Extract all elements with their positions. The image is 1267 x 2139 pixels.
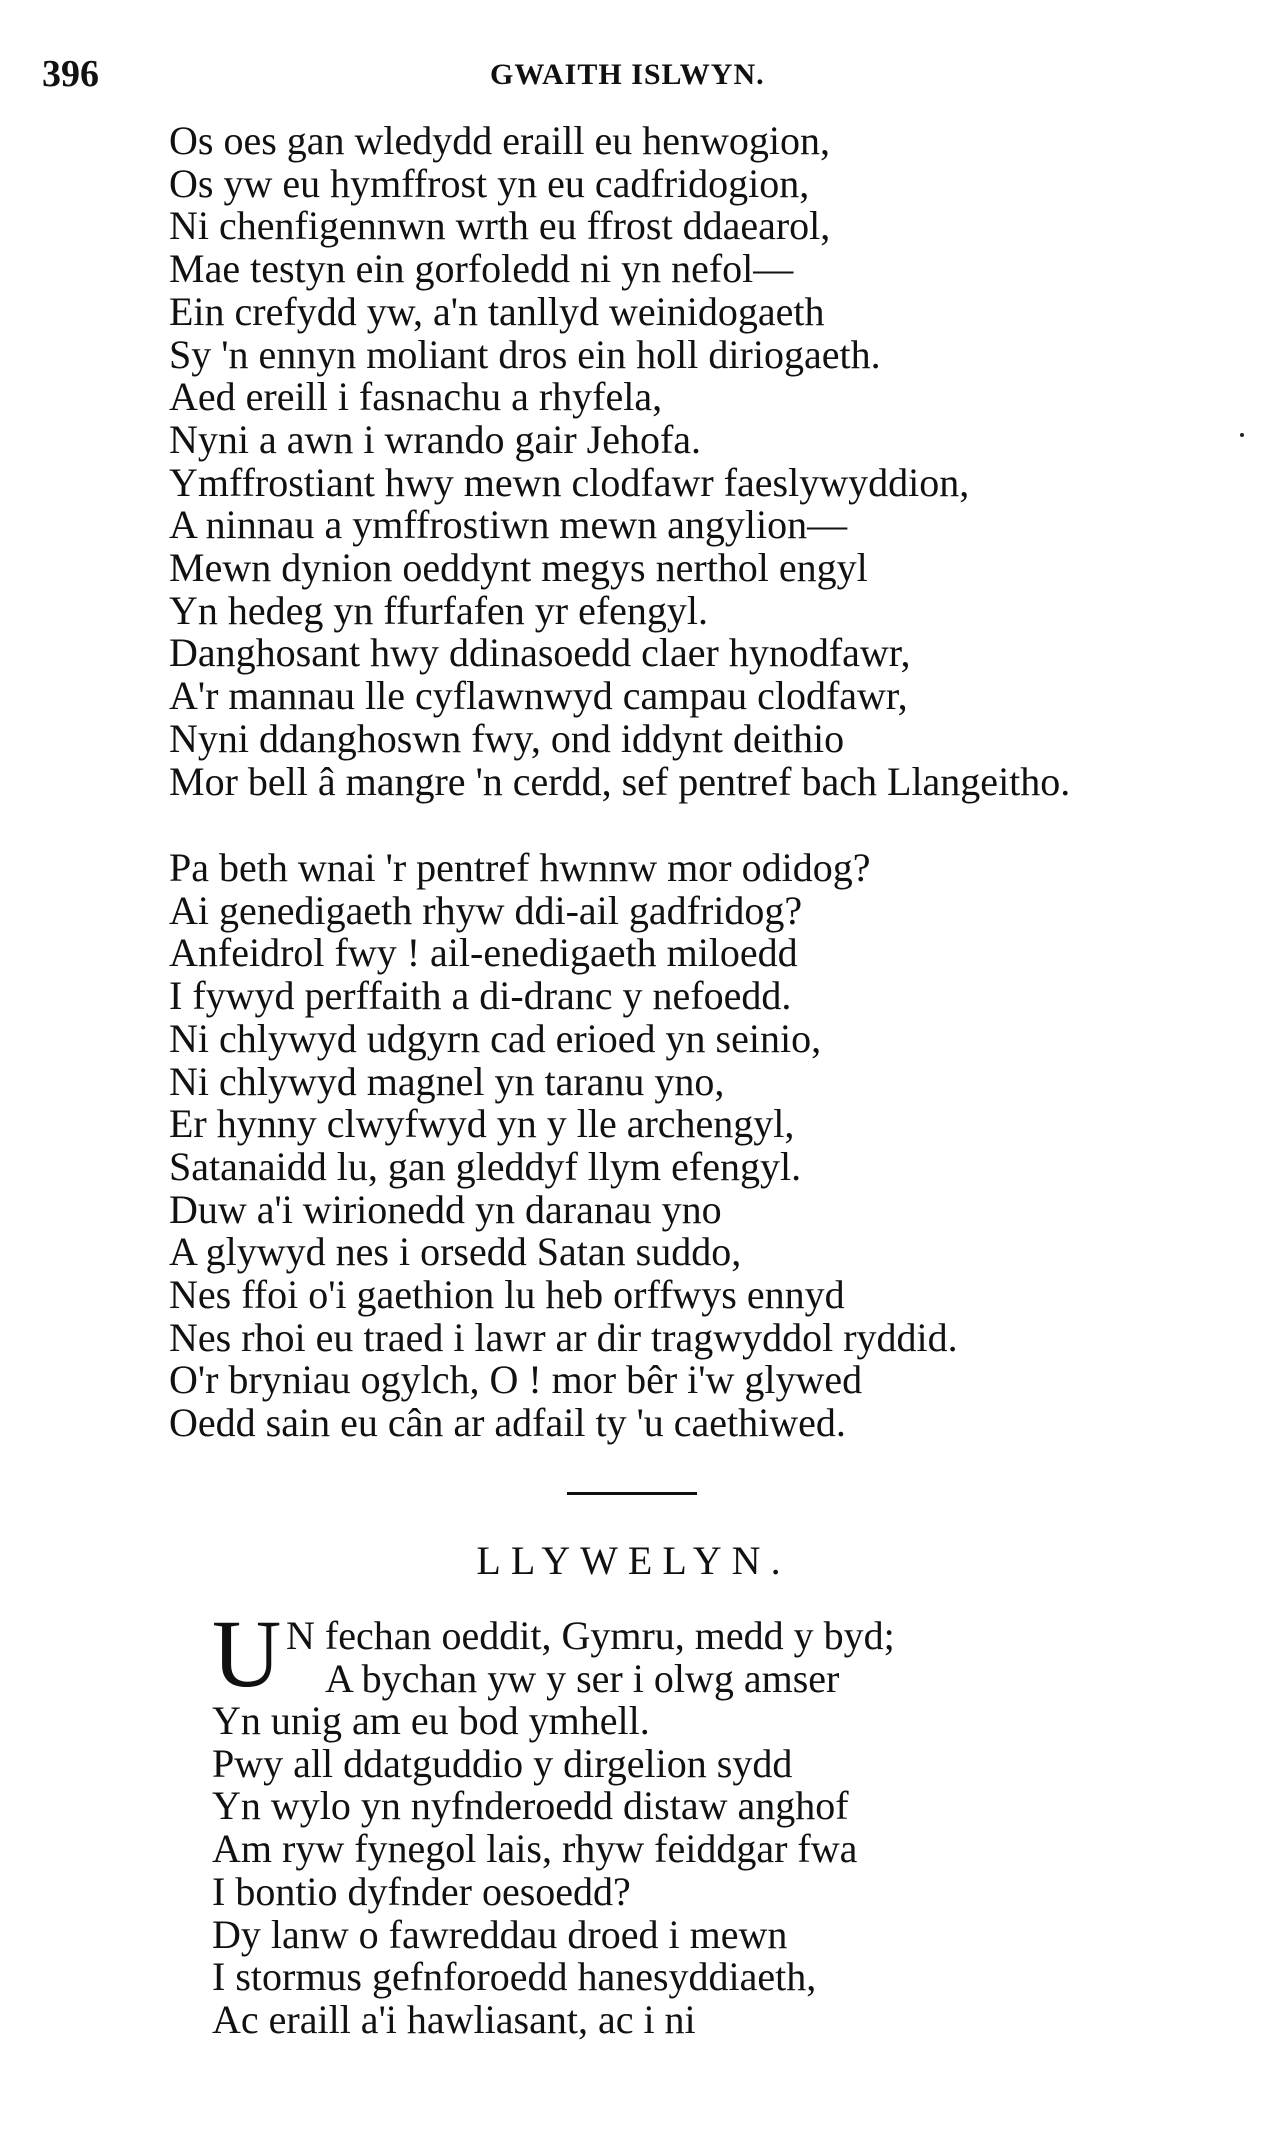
poem-line: Ymffrostiant hwy mewn clodfawr faeslywyddion, xyxy=(169,459,970,505)
poem-line: Pa beth wnai 'r pentref hwnnw mor odidog? xyxy=(169,845,871,890)
poem-line: Mor bell â mangre 'n cerdd, sef pentref bach Llangeitho. xyxy=(169,758,1071,804)
poem-line: Nyni ddanghoswn fwy, ond iddynt deithio xyxy=(169,715,845,761)
poem-line: I fywyd perffaith a di-dranc y nefoedd. xyxy=(169,973,792,1019)
poem-line: Yn hedeg yn ffurfafen yr efengyl. xyxy=(169,587,709,633)
poem-line: Nyni a awn i wrando gair Jehofa. xyxy=(169,416,702,462)
poem-line: I bontio dyfnder oesoedd? xyxy=(212,1868,631,1914)
poem-line: Nes rhoi eu traed i lawr ar dir tragwyddol ryddid. xyxy=(169,1314,958,1360)
poem-line: A ninnau a ymffrostiwn mewn angylion— xyxy=(169,502,848,548)
poem-line: Danghosant hwy ddinasoedd claer hynodfawr, xyxy=(169,630,911,676)
running-head: GWAITH ISLWYN. xyxy=(490,58,765,91)
stray-speck xyxy=(1240,433,1244,437)
poem-line: A'r mannau lle cyflawnwyd campau clodfawr, xyxy=(169,673,908,719)
poem-line: Aed ereill i fasnachu a rhyfela, xyxy=(169,374,663,420)
poem-line: Ac eraill a'i hawliasant, ac i ni xyxy=(212,1996,696,2042)
poem-line: Yn unig am eu bod ymhell. xyxy=(212,1698,650,1743)
poem-line: Satanaidd lu, gan gleddyf llym efengyl. xyxy=(169,1143,802,1189)
poem-line: Ni chenfigennwn wrth eu ffrost ddaearol, xyxy=(169,203,831,249)
poem-line: I stormus gefnforoedd hanesyddiaeth, xyxy=(212,1954,817,2000)
poem-line: Nes ffoi o'i gaethion lu heb orffwys ennyd xyxy=(169,1272,845,1318)
poem-line: Er hynny clwyfwyd yn y lle archengyl, xyxy=(169,1101,795,1147)
poem-line: Ni chlywyd udgyrn cad erioed yn seinio, xyxy=(169,1015,822,1061)
poem-line: Ai genedigaeth rhyw ddi-ail gadfridog? xyxy=(169,887,803,933)
poem-stanza-3 xyxy=(212,1700,857,2042)
poem-line: O'r bryniau ogylch, O ! mor bêr i'w glywed xyxy=(169,1357,863,1403)
poem-line: A bychan yw y ser i olwg amser xyxy=(325,1656,840,1701)
poem-line: Os oes gan wledydd eraill eu henwogion, xyxy=(169,118,830,163)
poem-line: N fechan oeddit, Gymru, medd y byd; xyxy=(286,1613,895,1658)
section-rule xyxy=(567,1492,697,1495)
poem-line: Ein crefydd yw, a'n tanllyd weinidogaeth xyxy=(169,288,825,334)
page-number: 396 xyxy=(42,53,99,95)
poem-line: Dy lanw o fawreddau droed i mewn xyxy=(212,1911,788,1957)
poem-line: A glywyd nes i orsedd Satan suddo, xyxy=(169,1229,742,1275)
poem-line: Anfeidrol fwy ! ail-enedigaeth miloedd xyxy=(169,930,798,976)
poem-stanza-1 xyxy=(169,120,1070,803)
poem-line: Duw a'i wirionedd yn daranau yno xyxy=(169,1186,722,1232)
poem-line: Sy 'n ennyn moliant dros ein holl diriogaeth. xyxy=(169,331,881,377)
poem-line: Yn wylo yn nyfnderoedd distaw anghof xyxy=(212,1783,849,1829)
poem-line: Mewn dynion oeddynt megys nerthol engyl xyxy=(169,545,868,591)
poem-line: Mae testyn ein gorfoledd ni yn nefol— xyxy=(169,246,794,292)
poem-stanza-2 xyxy=(169,847,958,1445)
poem-line: Oedd sain eu cân ar adfail ty 'u caethiwed. xyxy=(169,1400,846,1446)
poem-line: Am ryw fynegol lais, rhyw feiddgar fwa xyxy=(212,1826,858,1872)
poem-line: Ni chlywyd magnel yn taranu yno, xyxy=(169,1058,725,1104)
poem-title: LLYWELYN. xyxy=(476,1538,791,1583)
poem-line: Os yw eu hymffrost yn eu cadfridogion, xyxy=(169,160,810,206)
poem-line: Pwy all ddatguddio y dirgelion sydd xyxy=(212,1740,793,1786)
drop-cap: U xyxy=(212,1600,282,1707)
